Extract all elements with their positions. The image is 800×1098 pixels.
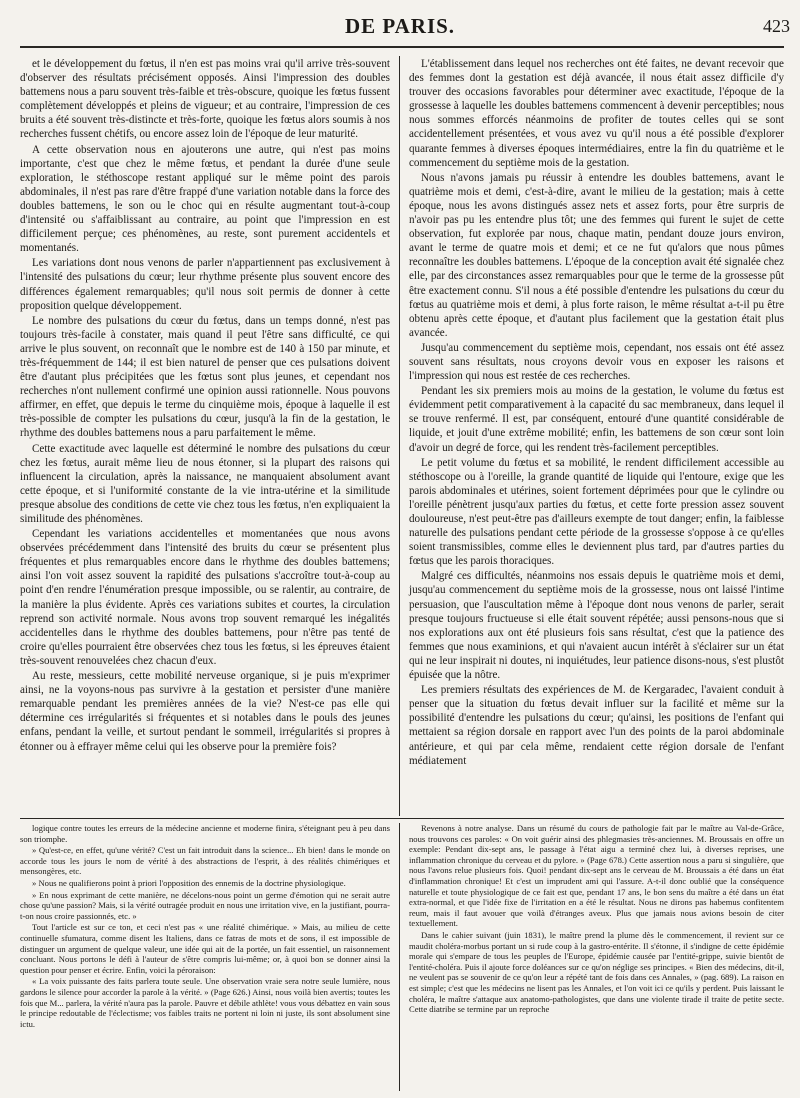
paragraph: Le nombre des pulsations du cœur du fœtus, dans un temps donné, n'est pas toujours très-facile à constater, mais quand il peut l'être sans difficulté, ce qui arrive le plus souvent, on reconnaît que le nombre est de 140 à 150 par minute, et très-fréquemment de 144; il est bien naturel de penser que ces pulsations doivent être d'autant plus précipitées que les fœtus sont plus jeunes, et cependant nos recherches n'ont nullement confirmé une opinion aussi rationnelle. Nous pouvons affirmer, en effet, que depuis le terme du cinquième mois, époque à laquelle il est très-possible de compter les pulsations du cœur, jusqu'à la fin de la gestation, le rhythme des doubles battemens nous a paru parfaitement le même. <box>20 314 390 440</box>
header-rule <box>20 46 784 48</box>
paragraph: A cette observation nous en ajouterons une autre, qui n'est pas moins importante, c'est que chez le même fœtus, et pendant la durée d'une seule exploration, le stéthoscope restant appliqué sur le même point des parois abdominales, il n'est pas rare d'être frappé d'une variation notable dans la force des doubles battemens, le son ou le choc qui en résulte augmentant tout-à-coup d'intensité ou s'affaiblissant au contraire, au point que l'impression en est difficilement perçue; ces phénomènes, au reste, sont purement accidentels et momentanés. <box>20 143 390 255</box>
page-header <box>0 0 800 46</box>
paragraph: Les premiers résultats des expériences de M. de Kergaradec, l'avaient conduit à penser que la situation du fœtus devait influer sur la facilité et même sur la possibilité d'entendre les pulsations du cœur; qu'ainsi, les positions de l'enfant qui mettaient sa région dorsale en rapport avec l'un des points de la paroi abdominale antérieure, et qui par cela même, rendaient cette région dorsale de l'enfant médiatement <box>409 684 784 767</box>
section-rule <box>20 818 784 819</box>
paragraph: Au reste, messieurs, cette mobilité nerveuse organique, si je puis m'exprimer ainsi, ne la voyons-nous pas survivre à la gestation et persister d'une manière remarquable pendant les premières années de la vie? N'est-ce pas elle qui détermine ces irrégularités si fréquentes et si notables dans le pouls des jeunes enfans, pendant la veille, et surtout pendant le sommeil, irrégularités si propres à étonner ou à effrayer même celui qui les observe pour la première fois? <box>20 670 390 753</box>
paragraph: Dans le cahier suivant (juin 1831), le maître prend la plume dès le commencement, il revient sur ce maudit choléra-morbus portant un si rude coup à la gastro-entérite. Il s'étonne, il s'indigne de cette épidémie morale qui s'empare de tous les peuples de l'Europe, épidémie causée par l'entité-grippe, suivie bientôt de l'entité-choléra. Puis il ajoute force doléances sur ce qu'on néglige ses principes. « Bien des médecins, dit-il, ne veulent pas se souvenir de ce qu'on leur a répété tant de fois dans ces Annales, » (pag. 689). La raison en est simple; c'est que les médecins ne lisent pas les Annales, et l'on voit ici ce qu'ils y perdent. Puis laissant le choléra, le maître s'attaque aux anatomo-pathologistes, que dans une violente tirade il traite de petite secte. Cette diatribe se termine par un reproche <box>409 929 784 1015</box>
paragraph: Cependant les variations accidentelles et momentanées que nous avons observées précédemment dans l'intensité des bruits du cœur se présentent plus fréquentes et plus remarquables encore dans le rhythme des doubles battemens; ainsi l'on voit assez souvent la rapidité des pulsations s'accroître tout-à-coup au point d'en rendre l'énumération presque impossible, ou se ralentir, au contraire, de la manière la plus évidente. Après ces variations subites et courtes, la circulation reprend son activité normale. Nous avons trop souvent remarqué les inégalités accidentelles dans le rhythme des doubles battemens, pour n'être pas tenté de croire qu'elles pourraient être observées chez tous les fœtus, si les épreuves étaient très-souvent renouvelées chez chacun d'eux. <box>20 528 390 667</box>
column-divider-lower <box>399 823 400 1091</box>
upper-right-column <box>409 57 784 813</box>
page-number: 423 <box>763 16 790 36</box>
paragraph: L'établissement dans lequel nos recherches ont été faites, ne devant recevoir que des femmes dont la gestation est déjà avancée, il nous était assez difficile d'y trouver des occasions favorables pour déterminer avec exactitude, l'époque de la grossesse à laquelle les doubles battemens commencent à devenir perceptibles; nous nous sommes efforcés néanmoins de profiter de toutes celles qui se sont accidentellement présentées, et vous avez vu qu'il nous a été possible d'explorer quarante femmes à diverses époques intermédiaires, entre la fin du quatrième et le commencement du septième mois de la gestation. <box>409 58 784 169</box>
paragraph: « La voix puissante des faits parlera toute seule. Une observation vraie sera notre seule lumière, nous gardons le silence pour accorder la parole à la vérité. » (Page 626.) Ainsi, nous voilà bien avertis; toutes les fois que M... parlera, la vérité n'aura pas la parole. Pauvre et débile athlète! vous vous débattez en vain sous le principe redoutable de l'éclectisme; vos faibles traits ne portent ni loin ni juste, ils sont absolument sine ictu. <box>20 976 390 1029</box>
paragraph: Le petit volume du fœtus et sa mobilité, le rendent difficilement accessible au stéthoscope ou à l'oreille, la grande quantité de liquide qui l'entoure, exige que les parois abdominales et utérines, soient fortement déprimées pour que le cylindre ou l'oreille pénètrent jusqu'aux parties du fœtus, et cette forte pression assez souvent douloureuse, n'est peut-être pas d'ailleurs exempte de tout danger; enfin, la faiblesse naturelle des pulsations pendant cette période de la grossesse s'oppose à ce qu'elles soient transmissibles, comme elles le deviennent plus tard, par d'autres parties du fœtus que les parois thoraciques. <box>409 456 784 568</box>
upper-left-column <box>20 57 390 813</box>
paragraph: Revenons à notre analyse. Dans un résumé du cours de pathologie fait par le maître au Val-de-Grâce, nous trouvons ces paroles: « On voit guérir ainsi des phlegmasies très-anciennes. M. Broussais en offre un exemple: Pendant dix-sept ans, le passage à l'état aigu a terminé chez lui, à diverses reprises, une inflammation chronique du cerveau et du pylore. » (Page 678.) Cette assertion nous a paru si singulière, que nous l'avons relue plusieurs fois. Quoi! pendant dix-sept ans le cerveau de M. Broussais a été dans un état d'inflammation chronique! Et c'est un imprudent ami qui l'assure. A-t-il donc oublié que la conséquence naturelle et toute physiologique de ce fait est que, pendant 17 ans, le bon sens du maître a été dans un état extra-normal, et que l'idée fixe de l'irritation en a été le résultat. Nous ne dirons pas habemus confitentem reum, mais il faut avouer que voilà d'étranges aveux. Plus que jamais nous avions besoin de citer textuellement. <box>409 823 784 929</box>
paragraph: Pendant les six premiers mois au moins de la gestation, le volume du fœtus est évidemment petit comparativement à la capacité du sac membraneux, dans lequel il se trouve renfermé. Il est, par conséquent, entouré d'une quantité considérable de liquide, et jouit d'une extrême mobilité; enfin, les battemens de son cœur sont loin d'avoir un degré de force, qui les rendent très-facilement perceptibles. <box>409 385 784 454</box>
paragraph: et le développement du fœtus, il n'en est pas moins vrai qu'il arrive très-souvent d'observer des résultats précisément opposés. Ainsi l'impression des doubles battemens nous a paru souvent très-faible et très-obscure, quoique les fœtus fussent complètement développés et pleins de vigueur; et au contraire, l'impression de ces bruits a été souvent très-distincte et très-forte, quoique les fœtus alors soumis à nos recherches fussent chétifs, ou encore assez loin de l'époque de leur maturité. <box>20 58 390 141</box>
paragraph: Malgré ces difficultés, néanmoins nos essais depuis le quatrième mois et demi, jusqu'au commencement du septième mois de la grossesse, nous ont laissé l'intime persuasion, que l'auscultation même à l'époque dont nous venons de parler, serait presque toujours fructueuse si elle était souvent répétée; aussi pensons-nous que si nos explorations aux ont été plusieurs fois sans résultat, c'est que la patience des femmes que nous examinions, et qui n'avaient aucun intérêt à s'éclairer sur un état qui ne leur inspirait ni doutes, ni inquiétudes, leur patience disons-nous, s'est plustôt épuisée que la nôtre. <box>409 570 784 682</box>
paragraph: Les variations dont nous venons de parler n'appartiennent pas exclusivement à l'intensité des pulsations du cœur; leur rhythme présente plus souvent encore des différences également remarquables; qu'il nous soit permis de donner à cette proposition quelque développement. <box>20 257 390 312</box>
running-title: DE PARIS. <box>344 14 456 38</box>
lower-right-column <box>409 823 784 1091</box>
paragraph: logique contre toutes les erreurs de la médecine ancienne et moderne finira, s'éteignant peu à peu dans son triomphe. <box>20 823 390 844</box>
paragraph: Cette exactitude avec laquelle est déterminé le nombre des pulsations du cœur chez les fœtus, aurait même lieu de nous étonner, si la plupart des raisons qui influencent la circulation, après la naissance, ne manquaient absolument avant cette époque, et si l'uniformité constante de la vie intra-utérine et la similitude presque absolue des conditions de cette vie chez tous les fœtus, n'en expliquaient la similitude des phénomènes. <box>20 442 390 525</box>
paragraph: » Nous ne qualifierons point à priori l'opposition des ennemis de la doctrine physiologique. <box>32 877 346 888</box>
paragraph: Tout l'article est sur ce ton, et ceci n'est pas « une réalité chimérique. » Mais, au milieu de cette continuelle sfumatura, comme disent les Italiens, dans ce fatras de mots et de sons, il est impossible de distinguer un argument de quelque valeur, une idée qui ait de la portée, un fait essentiel, un raisonnement concluant. Nous portons le défi à l'auteur de s'être compris lui-même; or, à quoi bon se donner ainsi la question pour penser et écrire. Enfin, voici la péroraison: <box>20 922 390 975</box>
paragraph: Nous n'avons jamais pu réussir à entendre les doubles battemens, avant le quatrième mois et demi, c'est-à-dire, avant le milieu de la gestation; mais à cette époque, nous les avons distingués assez nets et assez forts, pour être surpris de n'avoir pas pu les entendre plus tôt; une des femmes qui furent le sujet de cette observation, fut explorée par nous, chaque matin, pendant douze jours environ, avant le terme de quatre mois et demi; et ce ne fut qu'alors que nous pûmes reconnaître les doubles battemens. L'époque de la conception avait été signalée chez elle, par des circonstances assez remarquables pour que le terme de la grossesse pût être exactement connu. S'il nous a été possible d'entendre les pulsations du cœur du fœtus au quatrième mois et demi, à plus forte raison, le même résultat a-t-il pu être obtenu après cette époque, et d'autant plus facilement que la gestation était plus avancée. <box>409 171 784 339</box>
lower-left-column <box>20 823 390 1091</box>
paragraph: » En nous exprimant de cette manière, ne décelons-nous point un germe d'émotion qui ne serait autre chose qu'une passion? Mais, si la vérité outragée produit en nous une irritation vive, en la justifiant, pourra-t-on nous croire passionnés, etc. » <box>20 889 390 921</box>
paragraph: » Qu'est-ce, en effet, qu'une vérité? C'est un fait introduit dans la science... Eh bien! dans le monde on accorde tous les jours le nom de vérité à des abstractions de l'esprit, à des réalités chimériques et mensongères, etc. <box>20 845 390 877</box>
column-divider-upper <box>399 56 400 816</box>
paragraph: Jusqu'au commencement du septième mois, cependant, nos essais ont été assez souvent sans résultats, nous croyons devoir vous en exposer les raisons et l'impression qui nous est restée de ces recherches. <box>409 341 784 383</box>
